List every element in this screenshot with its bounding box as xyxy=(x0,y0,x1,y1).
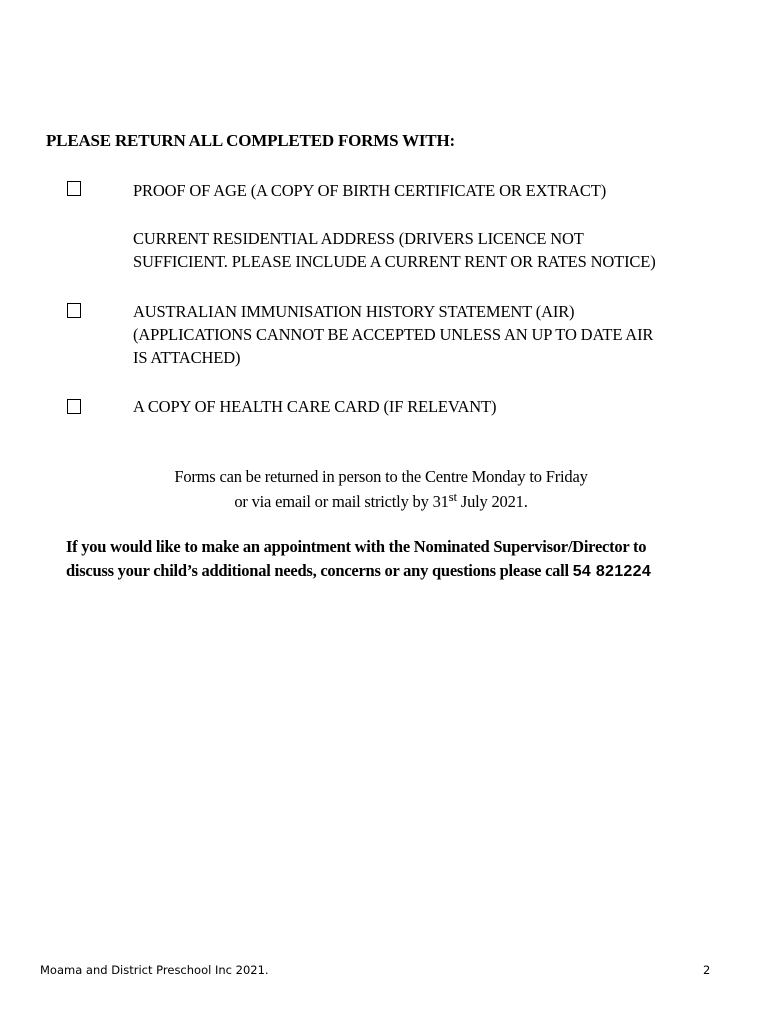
item-health-care-card xyxy=(133,395,496,418)
return-note-text: or via email or mail strictly by 31 xyxy=(234,492,449,511)
item-line: IS ATTACHED) xyxy=(133,348,241,367)
page-number: 2 xyxy=(703,963,711,977)
checkbox-immunisation[interactable] xyxy=(67,303,81,318)
item-proof-of-age xyxy=(133,179,606,202)
return-note-line-2 xyxy=(0,490,762,514)
item-residential-address xyxy=(133,227,656,273)
checkbox-proof-of-age[interactable] xyxy=(67,181,81,196)
return-note-date: July 2021. xyxy=(456,492,528,511)
section-heading: PLEASE RETURN ALL COMPLETED FORMS WITH: xyxy=(46,131,455,150)
contact-line-2 xyxy=(66,559,651,584)
item-line: A COPY OF HEALTH CARE CARD (IF RELEVANT) xyxy=(133,397,497,416)
item-line: PROOF OF AGE (A COPY OF BIRTH CERTIFICATE OR EXTRACT) xyxy=(133,181,607,200)
item-line: (APPLICATIONS CANNOT BE ACCEPTED UNLESS AN UP TO DATE AIR xyxy=(133,325,654,344)
item-line: AUSTRALIAN IMMUNISATION HISTORY STATEMENT (AIR) xyxy=(133,302,575,321)
contact-text: discuss your child’s additional needs, concerns or any questions please call xyxy=(66,561,573,580)
footer-text: Moama and District Preschool Inc 2021. xyxy=(40,963,269,977)
return-note-line-1: Forms can be returned in person to the Centre Monday to Friday xyxy=(174,467,588,486)
contact-line-1: If you would like to make an appointment with the Nominated Supervisor/Director to xyxy=(66,537,647,556)
checkbox-health-care-card[interactable] xyxy=(67,399,81,414)
item-immunisation xyxy=(133,300,653,369)
ordinal-suffix: st xyxy=(448,489,457,504)
item-line: SUFFICIENT. PLEASE INCLUDE A CURRENT RENT OR RATES NOTICE) xyxy=(133,252,656,271)
contact-paragraph xyxy=(66,535,651,584)
item-line: CURRENT RESIDENTIAL ADDRESS (DRIVERS LICENCE NOT xyxy=(133,229,584,248)
phone-number: 54 821224 xyxy=(572,563,652,580)
